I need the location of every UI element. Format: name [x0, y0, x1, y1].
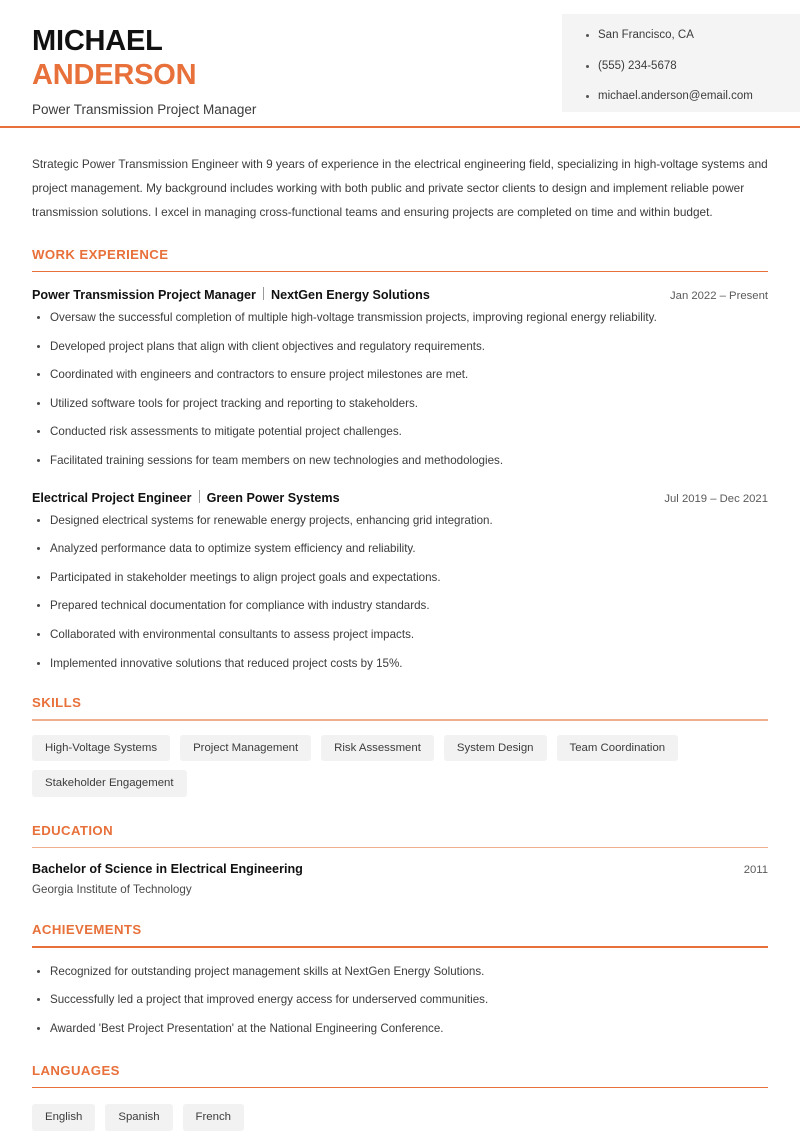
- education-year: 2011: [743, 864, 768, 877]
- section-achievements: [32, 922, 768, 1034]
- separator-pipe: [199, 490, 200, 503]
- skill-chip: High-Voltage Systems: [32, 735, 170, 762]
- achievements-list: [32, 966, 768, 1035]
- list-item: Facilitated training sessions for team members on new technologies and methodologies.: [32, 455, 768, 467]
- section-divider: [32, 719, 768, 721]
- skill-chip: Team Coordination: [557, 735, 679, 762]
- experience-position: Power Transmission Project Manager: [32, 288, 256, 303]
- experience-heading: [32, 286, 430, 302]
- education-degree: Bachelor of Science in Electrical Engineering: [32, 862, 303, 877]
- identity-block: [0, 0, 562, 117]
- list-item: Recognized for outstanding project management skills at NextGen Energy Solutions.: [32, 966, 768, 978]
- section-work-experience: [32, 247, 768, 670]
- list-item: Utilized software tools for project tracking and reporting to stakeholders.: [32, 398, 768, 410]
- list-item: Prepared technical documentation for compliance with industry standards.: [32, 600, 768, 612]
- skill-chip: Stakeholder Engagement: [32, 770, 187, 797]
- experience-date: Jul 2019 – Dec 2021: [664, 492, 768, 505]
- contact-block: [562, 14, 800, 112]
- list-item: Successfully led a project that improved energy access for underserved communities.: [32, 994, 768, 1006]
- list-item: Analyzed performance data to optimize system efficiency and reliability.: [32, 543, 768, 555]
- education-school: Georgia Institute of Technology: [32, 883, 192, 897]
- experience-entry: [32, 489, 768, 670]
- contact-email-text[interactable]: michael.anderson@email.com: [598, 90, 753, 102]
- experience-date: Jan 2022 – Present: [670, 290, 768, 303]
- contact-phone-text[interactable]: (555) 234-5678: [598, 59, 677, 72]
- list-item: Collaborated with environmental consultants to assess project impacts.: [32, 629, 768, 641]
- first-name: MICHAEL: [32, 25, 163, 57]
- section-title-achievements: ACHIEVEMENTS: [32, 922, 142, 938]
- list-item: Coordinated with engineers and contractors to ensure project milestones are met.: [32, 369, 768, 381]
- experience-company: Green Power Systems: [206, 490, 340, 505]
- section-skills: [32, 695, 768, 797]
- section-title-languages: LANGUAGES: [32, 1062, 120, 1078]
- experience-company: NextGen Energy Solutions: [270, 288, 430, 303]
- section-divider: [32, 271, 768, 273]
- list-item: Awarded 'Best Project Presentation' at the National Engineering Conference.: [32, 1023, 768, 1035]
- list-item: Oversaw the successful completion of multiple high-voltage transmission projects, improving regional energy reliability.: [32, 312, 768, 324]
- section-divider: [32, 946, 768, 948]
- skill-chip: Project Management: [180, 735, 311, 762]
- list-item: Participated in stakeholder meetings to align project goals and expectations.: [32, 572, 768, 584]
- education-entry-header: [32, 862, 768, 876]
- section-languages: [32, 1063, 768, 1131]
- section-title-education: EDUCATION: [32, 822, 114, 838]
- list-item: Conducted risk assessments to mitigate potential project challenges.: [32, 426, 768, 438]
- language-chip: English: [32, 1104, 95, 1131]
- list-item: Implemented innovative solutions that reduced project costs by 15%.: [32, 658, 768, 670]
- experience-entry: [32, 286, 768, 467]
- experience-heading: [32, 489, 340, 505]
- contact-location-text: San Francisco, CA: [598, 29, 694, 41]
- experience-position: Electrical Project Engineer: [32, 490, 192, 505]
- section-title-work-experience: WORK EXPERIENCE: [32, 246, 169, 262]
- list-item: Developed project plans that align with client objectives and regulatory requirements.: [32, 341, 768, 353]
- list-item: Designed electrical systems for renewable energy projects, enhancing grid integration.: [32, 515, 768, 527]
- language-chip: French: [183, 1104, 244, 1131]
- section-divider: [32, 847, 768, 849]
- resume-body: [0, 152, 800, 1131]
- last-name: ANDERSON: [32, 59, 197, 92]
- experience-entry-header: [32, 489, 768, 505]
- skill-chip: Risk Assessment: [321, 735, 434, 762]
- education-entry: [32, 862, 768, 896]
- section-divider: [32, 1087, 768, 1089]
- experience-bullet-list: [32, 515, 768, 670]
- section-education: [32, 823, 768, 897]
- contact-list: [584, 30, 800, 103]
- experience-entry-header: [32, 286, 768, 302]
- skill-chip: System Design: [444, 735, 547, 762]
- language-chip: Spanish: [105, 1104, 172, 1131]
- languages-chip-list: [32, 1104, 768, 1131]
- skills-chip-list: [32, 735, 768, 797]
- separator-pipe: [263, 287, 264, 300]
- experience-bullet-list: [32, 312, 768, 467]
- job-title: Power Transmission Project Manager: [32, 102, 257, 118]
- contact-email: [584, 91, 800, 103]
- professional-summary: Strategic Power Transmission Engineer with 9 years of experience in the electrical engineering field, specializing in high-voltage systems and project management. My background includes working with both public and private sector clients to design and implement reliable power transmission solutions. I excel in managing cross-functional teams and ensuring projects are completed on time and within budget.: [32, 157, 768, 220]
- section-title-skills: SKILLS: [32, 695, 82, 711]
- resume-header: [0, 0, 800, 128]
- contact-location: [584, 30, 800, 42]
- contact-phone: [584, 61, 800, 73]
